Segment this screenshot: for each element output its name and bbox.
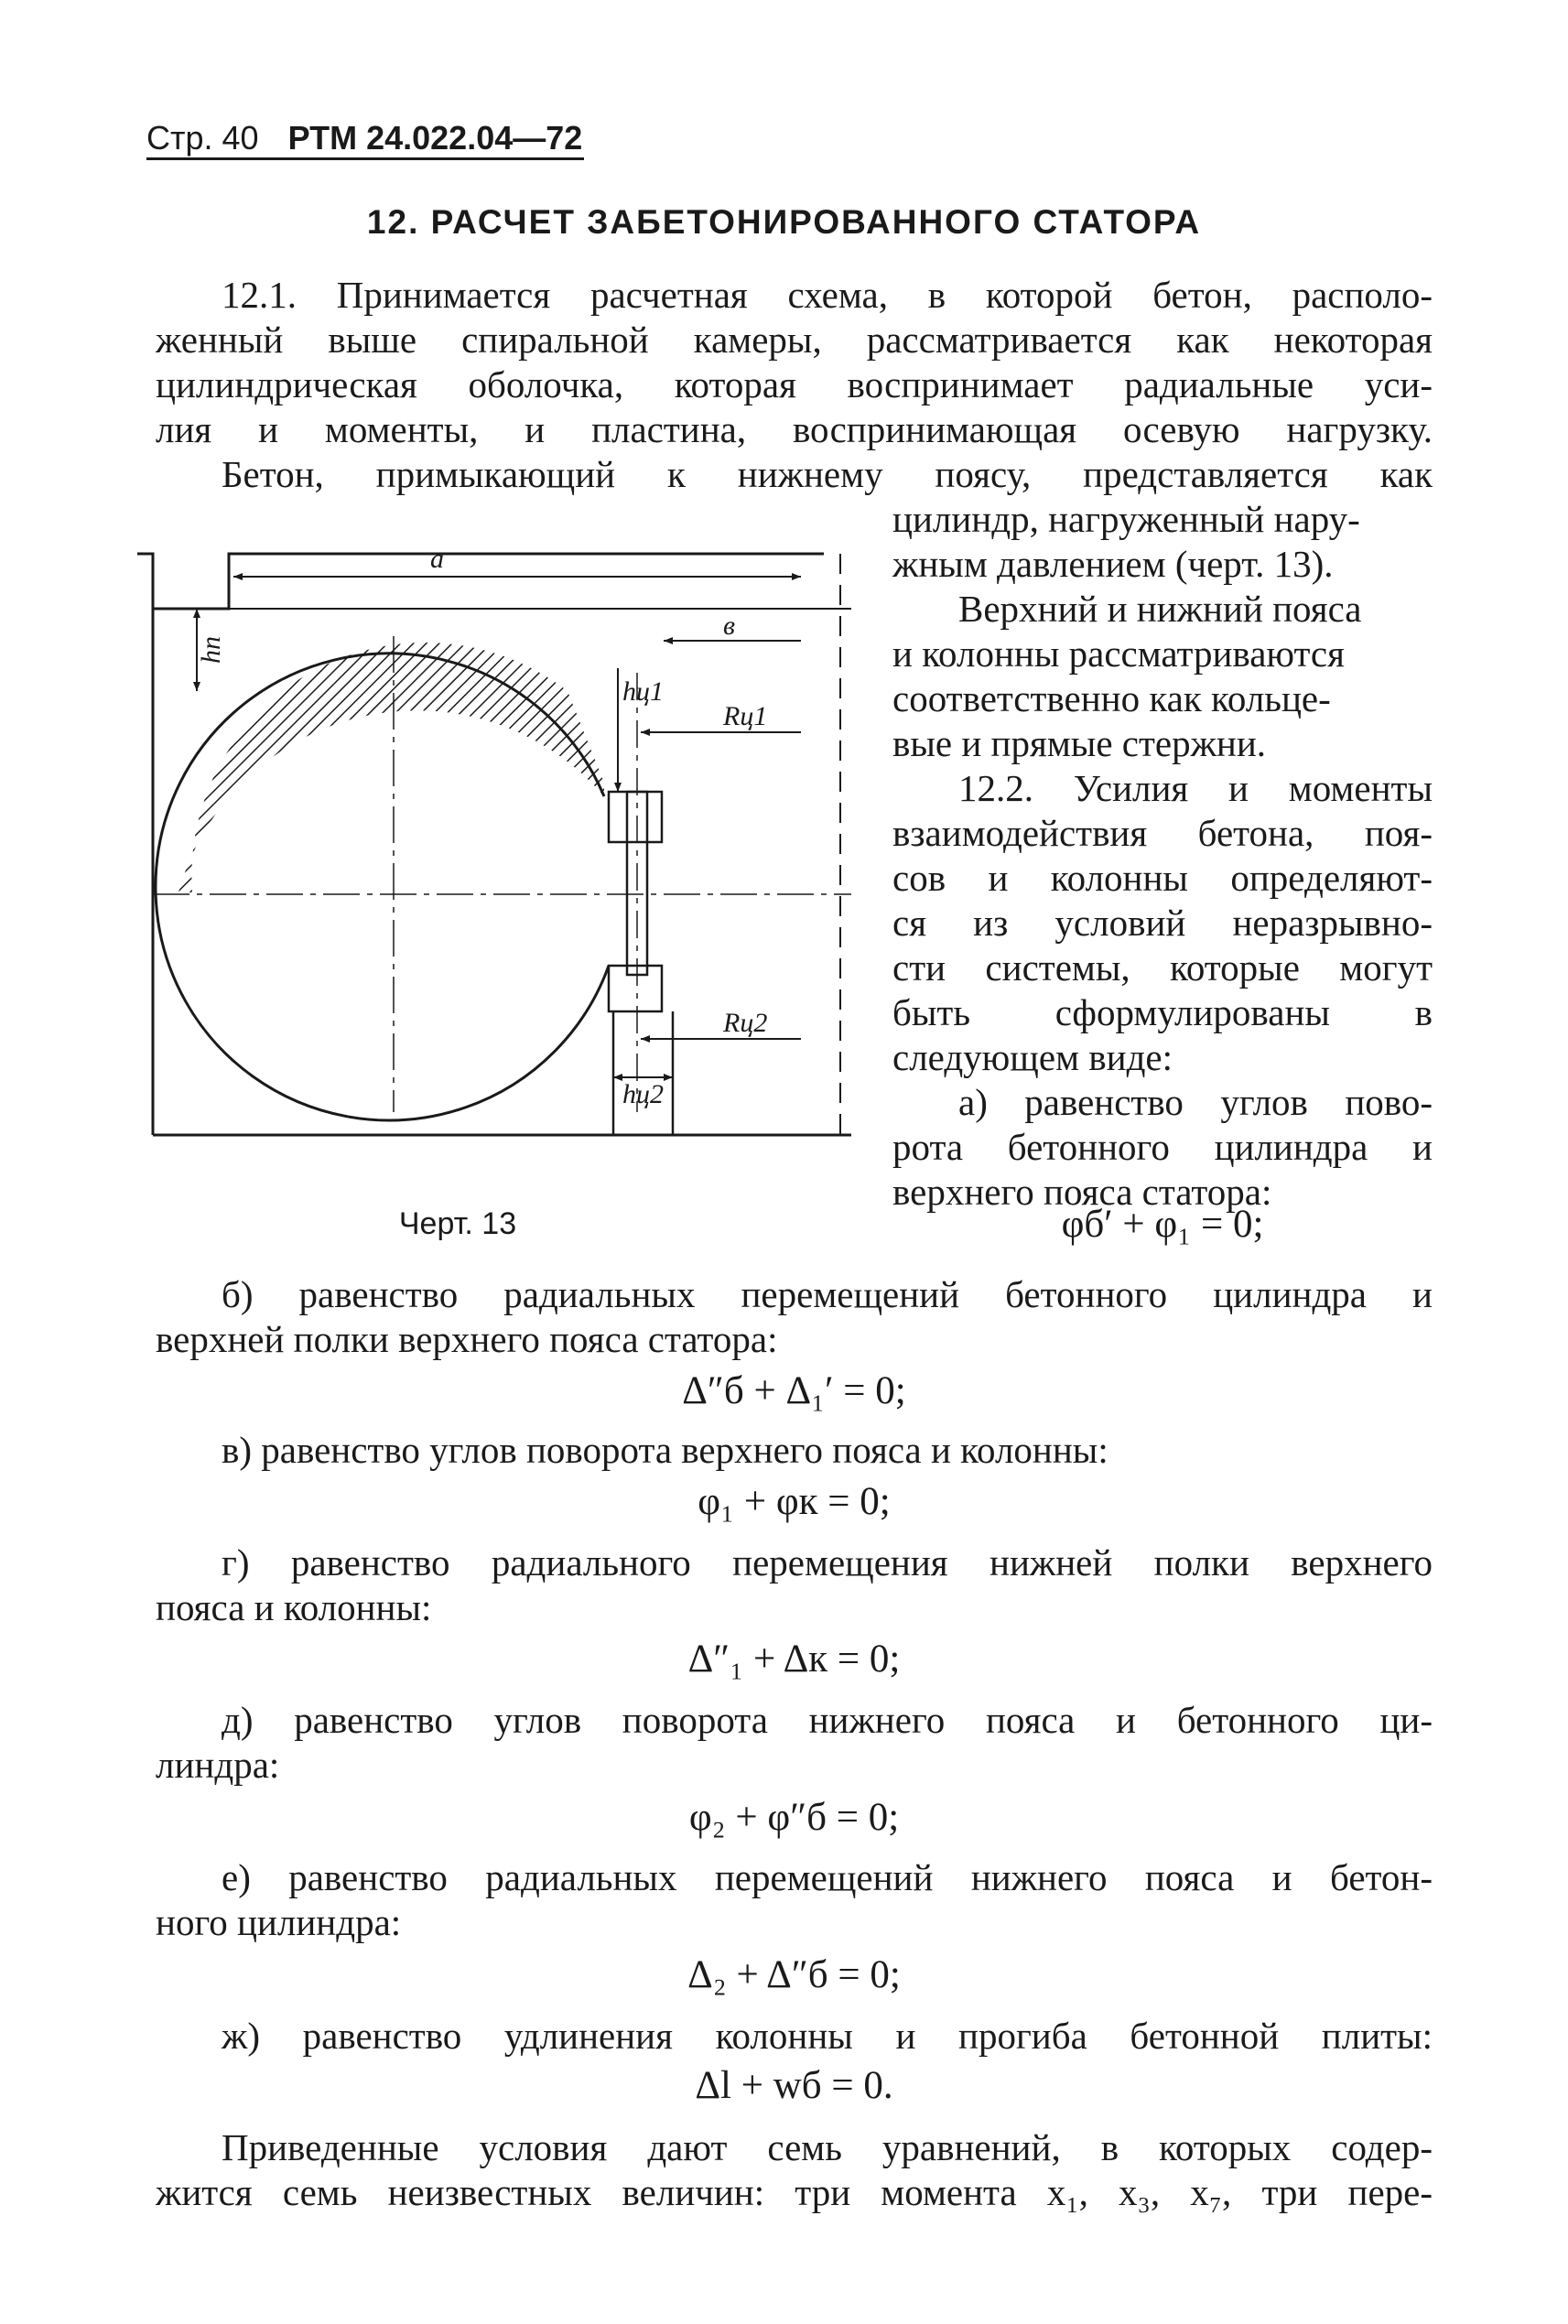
lower-support <box>613 1011 673 1135</box>
frame-left-wall <box>137 554 153 1135</box>
label-hc2: hц2 <box>622 1079 664 1109</box>
final-para-line-1: Приведенные условия дают семь уравнений, в которых содер- <box>222 2126 1433 2168</box>
document-code: РТМ 24.022.04—72 <box>287 119 583 157</box>
side-line-3: Верхний и нижний пояса <box>958 588 1362 630</box>
side-line-10: ся из условий неразрывно- <box>892 902 1433 944</box>
side-line-16: верхнего пояса статора: <box>892 1171 1272 1213</box>
item-e-line-2: ного цилиндра: <box>156 1901 402 1943</box>
lower-belt <box>609 966 662 1011</box>
formula-e: Δ₂ + Δ″б = 0; <box>687 1953 901 1996</box>
para-12-1-line-3: цилиндрическая оболочка, которая воспринимает радиальные уси- <box>156 363 1433 405</box>
para-12-1-line-1: 12.1. Принимается расчетная схема, в которой бетон, располо- <box>222 274 1433 316</box>
item-zh-line-1: ж) равенство удлинения колонны и прогиба бетонной плиты: <box>222 2015 1433 2057</box>
label-hp: hп <box>196 636 226 664</box>
side-line-7: 12.2. Усилия и моменты <box>958 767 1433 809</box>
side-line-11: сти системы, которые могут <box>892 946 1433 989</box>
upper-belt <box>609 792 662 842</box>
stator-diagram <box>128 526 860 1167</box>
side-line-8: взаимодействия бетона, поя- <box>892 812 1433 854</box>
item-b-line-1: б) равенство радиальных перемещений бетонного цилиндра и <box>222 1273 1433 1315</box>
para-beton-line: Бетон, примыкающий к нижнему поясу, представляется как <box>222 453 1433 495</box>
formula-zh: Δl + wб = 0. <box>695 2064 893 2107</box>
side-line-5: соответственно как кольце- <box>892 677 1331 719</box>
item-b-line-2: верхней полки верхнего пояса статора: <box>156 1318 778 1360</box>
item-v-line-1: в) равенство углов поворота верхнего пояса и колонны: <box>222 1429 1108 1471</box>
side-line-13: следующем виде: <box>892 1036 1173 1078</box>
side-line-6: вые и прямые стержни. <box>892 722 1267 764</box>
side-line-12: быть сформулированы в <box>892 991 1433 1033</box>
side-line-2: жным давлением (черт. 13). <box>892 543 1334 585</box>
concrete-hatch <box>178 643 604 892</box>
formula-v: φ₁ + φк = 0; <box>697 1480 891 1523</box>
label-rc2: Rц2 <box>723 1008 768 1038</box>
page-number: Стр. 40 <box>146 119 259 157</box>
side-line-15: рота бетонного цилиндра и <box>892 1126 1433 1168</box>
formula-g: Δ″₁ + Δк = 0; <box>687 1638 901 1681</box>
section-title: 12. РАСЧЕТ ЗАБЕТОНИРОВАННОГО СТАТОРА <box>366 203 1202 241</box>
item-g-line-1: г) равенство радиального перемещения нижней полки верхнего <box>222 1541 1433 1584</box>
para-12-1-line-2: женный выше спиральной камеры, рассматривается как некоторая <box>156 319 1433 361</box>
side-line-4: и колонны рассматриваются <box>892 632 1345 675</box>
final-para-line-2: жится семь неизвестных величин: три момента x₁, x₃, x₇, три пере- <box>156 2171 1433 2213</box>
frame-top <box>153 554 824 609</box>
side-line-9: сов и колонны определяют- <box>892 857 1433 899</box>
formula-a: φб′ + φ₁ = 0; <box>1061 1203 1264 1246</box>
label-rc1: Rц1 <box>723 701 768 731</box>
item-e-line-1: е) равенство радиальных перемещений нижнего пояса и бетон- <box>222 1856 1433 1898</box>
figure-13 <box>128 526 860 1167</box>
label-a: a <box>430 544 444 574</box>
label-hc1: hц1 <box>622 676 664 707</box>
item-d-line-1: д) равенство углов поворота нижнего пояса и бетонного ци- <box>222 1699 1433 1741</box>
formula-b: Δ″б + Δ₁′ = 0; <box>682 1369 906 1412</box>
figure-caption: Черт. 13 <box>398 1206 517 1241</box>
page-header <box>146 110 584 160</box>
item-g-line-2: пояса и колонны: <box>156 1586 432 1628</box>
formula-d: φ₂ + φ″б = 0; <box>688 1796 900 1839</box>
para-12-1-line-4: лия и моменты, и пластина, воспринимающая осевую нагрузку. <box>156 408 1433 450</box>
side-line-14: а) равенство углов пово- <box>958 1081 1433 1123</box>
item-d-line-2: линдра: <box>156 1744 280 1786</box>
side-line-1: цилиндр, нагруженный нару- <box>892 498 1360 540</box>
label-b: в <box>723 611 736 641</box>
